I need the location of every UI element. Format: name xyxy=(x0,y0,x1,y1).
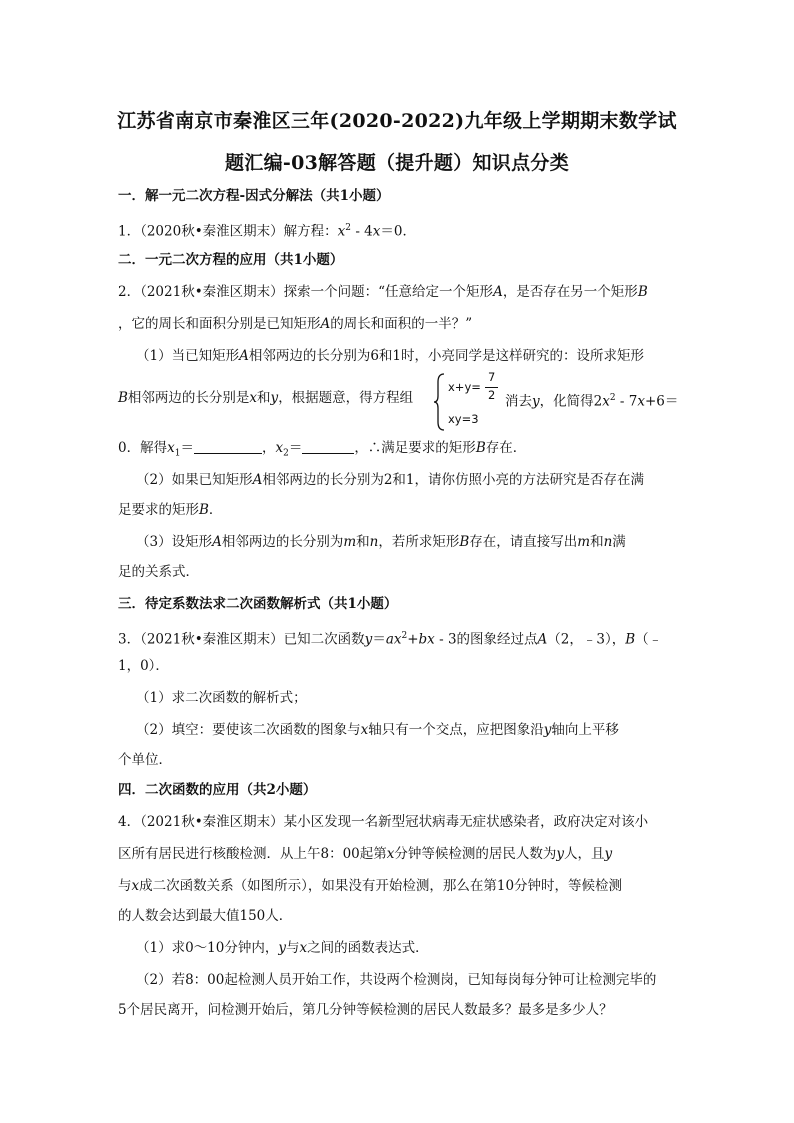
section-heading-2: 二．一元二次方程的应用（共1小题） xyxy=(118,252,344,268)
left-brace-icon xyxy=(432,372,446,432)
fraction-numerator: 7 xyxy=(488,370,496,384)
question-2-part3-line1: （3）设矩形A相邻两边的长分别为m和n，若所求矩形B存在，请直接写出m和n满 xyxy=(136,534,626,550)
question-2-part2-line1: （2）如果已知矩形A相邻两边的长分别为2和1，请你仿照小亮的方法研究是否存在满 xyxy=(136,472,645,488)
section-heading-3: 三．待定系数法求二次函数解析式（共1小题） xyxy=(118,596,398,612)
answer-blank-x2[interactable] xyxy=(302,439,354,454)
question-4-line1: 4．（2021秋•秦淮区期末）某小区发现一名新型冠状病毒无症状感染者，政府决定对该小 xyxy=(118,814,649,830)
question-4-line2: 区所有居民进行核酸检测．从上午8：00起第x分钟等候检测的居民人数为y人，且y xyxy=(118,846,613,862)
question-2-part1-line1: （1）当已知矩形A相邻两边的长分别为6和1时，小亮同学是这样研究的：设所求矩形 xyxy=(136,348,645,364)
question-3-part2-line2: 个单位． xyxy=(118,752,172,768)
question-2-part1-line2b: 消去y，化简得$2x^2 - 7x+6=$ xyxy=(505,393,679,410)
fraction-denominator: 2 xyxy=(488,388,496,402)
answer-blank-x1[interactable] xyxy=(194,439,262,454)
question-4-part2-line2: 5个居民离开，问检测开始后，第几分钟等候检测的居民人数最多？最多是多少人？ xyxy=(118,1002,613,1018)
question-1: 1．（2020秋•秦淮区期末）解方程：$x^2 - 4x=0$． xyxy=(118,223,416,240)
document-title-line1: 江苏省南京市秦淮区三年(2020-2022)九年级上学期期末数学试 xyxy=(117,110,677,132)
question-4-line3: 与x成二次函数关系（如图所示），如果没有开始检测，那么在第10分钟时，等候检测 xyxy=(118,878,623,894)
question-4-part1: （1）求0～10分钟内，y与x之间的函数表达式． xyxy=(136,940,429,956)
question-2-part3-line2: 足的关系式． xyxy=(118,564,199,580)
question-2-part1-line2a: B相邻两边的长分别是x和y，根据题意，得方程组 xyxy=(118,390,414,406)
question-3-part1: （1）求二次函数的解析式； xyxy=(136,690,307,706)
document-title-line2: 题汇编-03解答题（提升题）知识点分类 xyxy=(224,152,570,174)
question-2-part2-line2: 足要求的矩形B． xyxy=(118,502,223,518)
equation-top-left: x+y= xyxy=(448,380,481,394)
question-2-line1: 2．（2021秋•秦淮区期末）探索一个问题：“任意给定一个矩形A，是否存在另一个矩形B xyxy=(118,284,648,300)
question-3-part2-line1: （2）填空：要使该二次函数的图象与x轴只有一个交点，应把图象沿y轴向上平移 xyxy=(136,722,619,738)
question-2-line2: ，它的周长和面积分别是已知矩形A的周长和面积的一半？” xyxy=(118,316,473,332)
section-heading-1: 一．解一元二次方程-因式分解法（共1小题） xyxy=(118,188,390,204)
question-3-line2: 1，0）． xyxy=(118,658,169,674)
question-4-line4: 的人数会达到最大值150人． xyxy=(118,908,293,924)
section-heading-4: 四．二次函数的应用（共2小题） xyxy=(118,782,317,798)
equation-bottom: xy=3 xyxy=(448,412,479,426)
question-3-line1: 3．（2021秋•秦淮区期末）已知二次函数$y=ax^2+bx - 3$的图象经过点A（2，﹣3），B（﹣ xyxy=(118,631,663,648)
question-2-part1-line3: 0．解得$x_1=$ ，$x_2=$ ，∴满足要求的矩形B存在． xyxy=(118,440,527,459)
question-4-part2-line1: （2）若8：00起检测人员开始工作，共设两个检测岗，已知每岗每分钟可让检测完毕的 xyxy=(136,972,657,988)
